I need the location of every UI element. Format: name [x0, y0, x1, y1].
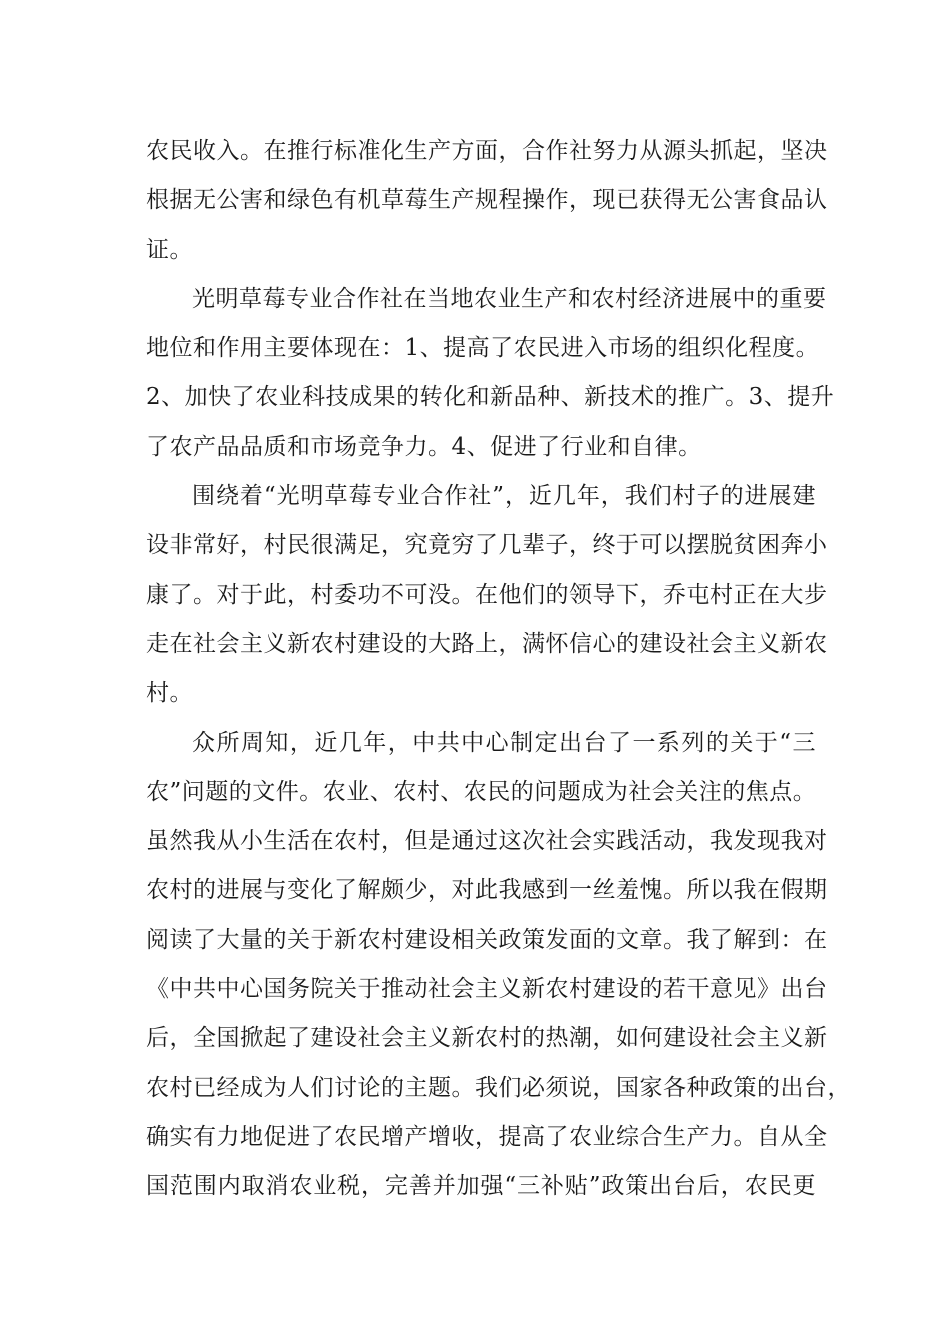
text-line: 地位和作用主要体现在：1、提高了农民进入市场的组织化程度。: [146, 335, 820, 362]
text-line: 康了。对于此，村委功不可没。在他们的领导下，乔屯村正在大步: [146, 581, 828, 608]
paragraph-3: [146, 472, 828, 718]
paragraph-2: [146, 275, 835, 472]
paragraph-4: [146, 719, 851, 1212]
text-line: 国范围内取消农业税，完善并加强“三补贴”政策出台后，农民更: [146, 1173, 816, 1200]
text-line: 了农产品品质和市场竞争力。4、促进了行业和自律。: [146, 433, 702, 460]
text-line: 农村的进展与变化了解颇少，对此我感到一丝羞愧。所以我在假期: [146, 877, 828, 904]
text-line: 阅读了大量的关于新农村建设相关政策发面的文章。我了解到：在: [146, 926, 828, 953]
text-line: 光明草莓专业合作社在当地农业生产和农村经济进展中的重要: [192, 285, 827, 312]
text-line: 确实有力地促进了农民增产增收，提高了农业综合生产力。自从全: [146, 1123, 828, 1150]
text-line: 走在社会主义新农村建设的大路上，满怀信心的建设社会主义新农: [146, 630, 828, 657]
text-line: 农村已经成为人们讨论的主题。我们必须说，国家各种政策的出台，: [146, 1074, 851, 1101]
text-line: 众所周知，近几年，中共中心制定出台了一系列的关于“三: [192, 729, 816, 756]
text-line: 后，全国掀起了建设社会主义新农村的热潮，如何建设社会主义新: [146, 1025, 828, 1052]
text-line: 根据无公害和绿色有机草莓生产规程操作，现已获得无公害食品认: [146, 187, 828, 214]
text-line: 虽然我从小生活在农村，但是通过这次社会实践活动，我发现我对: [146, 828, 828, 855]
paragraph-1: [146, 127, 828, 275]
text-line: 设非常好，村民很满足，究竟穷了几辈子，终于可以摆脱贫困奔小: [146, 532, 828, 559]
text-line: 《中共中心国务院关于推动社会主义新农村建设的若干意见》出台: [146, 976, 828, 1003]
text-line: 证。: [146, 236, 193, 263]
text-line: 农民收入。在推行标准化生产方面，合作社努力从源头抓起，坚决: [146, 138, 828, 164]
text-line: 2、加快了农业科技成果的转化和新品种、新技术的推广。3、提升: [146, 384, 835, 411]
text-line: 农”问题的文件。农业、农村、农民的问题成为社会关注的焦点。: [146, 778, 817, 805]
body-text: [146, 127, 851, 1212]
text-line: 围绕着“光明草莓专业合作社”，近几年，我们村子的进展建: [192, 483, 816, 510]
text-line: 村。: [146, 680, 193, 707]
